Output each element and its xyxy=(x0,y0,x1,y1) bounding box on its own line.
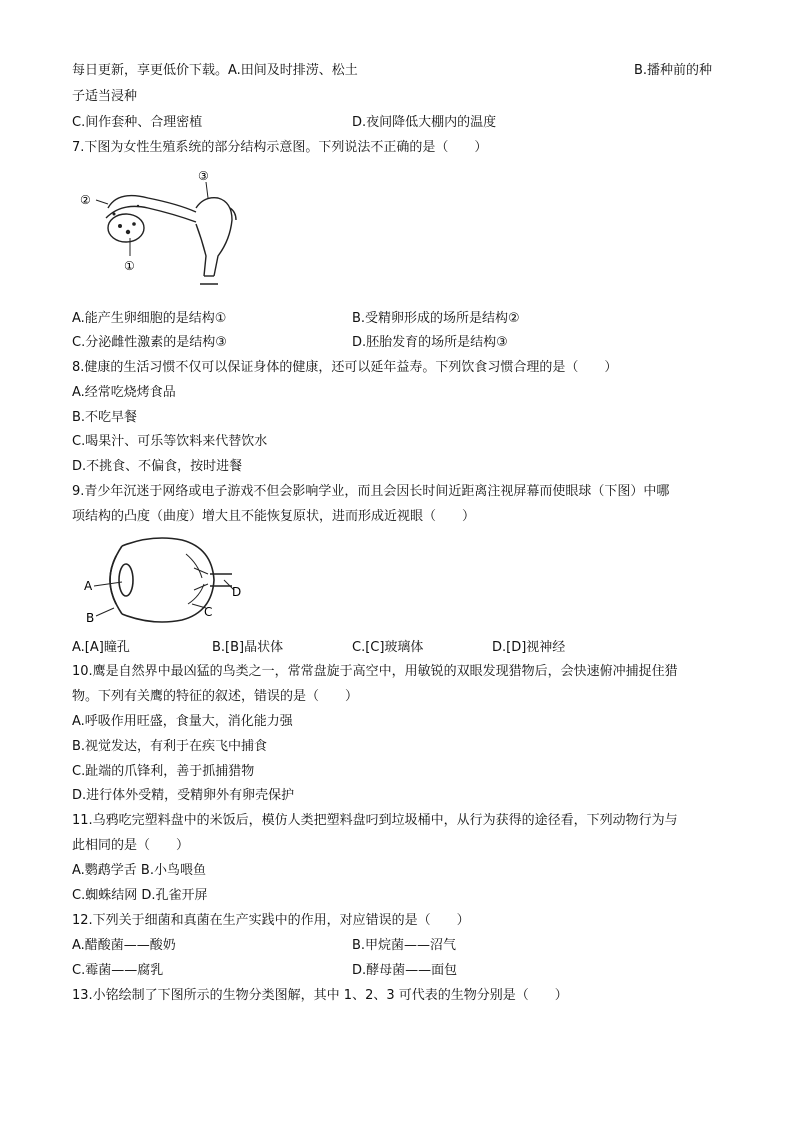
q7-stem: 7.下图为女性生殖系统的部分结构示意图。下列说法不正确的是（ ） xyxy=(72,140,488,155)
q9-label-b: B xyxy=(86,611,95,625)
q7-label-2: ② xyxy=(80,193,91,207)
intro-option-d: D.夜间降低大棚内的温度 xyxy=(352,115,497,130)
q7-label-3: ③ xyxy=(198,169,209,183)
q9-label-c: C xyxy=(204,605,213,619)
q9-option-c: C.[C]玻璃体 xyxy=(352,640,424,655)
q11-options-ab: A.鹦鹉学舌 B.小鸟喂鱼 xyxy=(72,863,206,878)
q9-stem-line2: 项结构的凸度（曲度）增大且不能恢复原状，进而形成近视眼（ ） xyxy=(72,509,476,524)
q10-option-c: C.趾端的爪锋利，善于抓捕猎物 xyxy=(72,764,255,779)
q7-option-c: C.分泌雌性激素的是结构③ xyxy=(72,335,227,350)
q8-option-b: B.不吃早餐 xyxy=(72,410,138,425)
q12-stem: 12.下列关于细菌和真菌在生产实践中的作用，对应错误的是（ ） xyxy=(72,913,470,928)
q7-option-a: A.能产生卵细胞的是结构① xyxy=(72,311,227,326)
intro-line1-left: 每日更新，享更低价下载。A.田间及时排涝、松土 xyxy=(72,63,358,78)
intro-option-c: C.间作套种、合理密植 xyxy=(72,115,203,130)
q11-options-cd: C.蜘蛛结网 D.孔雀开屏 xyxy=(72,888,208,903)
q7-option-b: B.受精卵形成的场所是结构② xyxy=(352,311,520,326)
q7-option-d: D.胚胎发育的场所是结构③ xyxy=(352,335,508,350)
q8-option-c: C.喝果汁、可乐等饮料来代替饮水 xyxy=(72,434,268,449)
q9-option-d: D.[D]视神经 xyxy=(492,640,566,655)
q9-label-d: D xyxy=(232,585,242,599)
q11-stem-line1: 11.乌鸦吃完塑料盘中的米饭后，模仿人类把塑料盘叼到垃圾桶中，从行为获得的途径看，下列动物行为与 xyxy=(72,813,678,828)
q10-option-d: D.进行体外受精，受精卵外有卵壳保护 xyxy=(72,788,295,803)
q11-stem-line2: 此相同的是（ ） xyxy=(72,838,190,853)
intro-line1-right: B.播种前的种 xyxy=(634,63,713,78)
q8-option-a: A.经常吃烧烤食品 xyxy=(72,385,176,400)
q10-stem-line1: 10.鹰是自然界中最凶猛的鸟类之一，常常盘旋于高空中，用敏锐的双眼发现猎物后，会快速俯冲捕捉住猎 xyxy=(72,664,678,679)
q9-option-b: B.[B]晶状体 xyxy=(212,640,284,655)
eyeball-figure xyxy=(82,534,252,626)
intro-line2: 子适当浸种 xyxy=(72,89,138,104)
q12-option-b: B.甲烷菌——沼气 xyxy=(352,938,457,953)
q8-option-d: D.不挑食、不偏食，按时进餐 xyxy=(72,459,243,474)
q10-option-a: A.呼吸作用旺盛，食量大，消化能力强 xyxy=(72,714,293,729)
q8-stem: 8.健康的生活习惯不仅可以保证身体的健康，还可以延年益寿。下列饮食习惯合理的是（ ） xyxy=(72,360,618,375)
q10-stem-line2: 物。下列有关鹰的特征的叙述，错误的是（ ） xyxy=(72,689,359,704)
female-reproductive-system-figure xyxy=(78,168,238,296)
q9-stem-line1: 9.青少年沉迷于网络或电子游戏不但会影响学业，而且会因长时间近距离注视屏幕而使眼球（下图）中哪 xyxy=(72,484,670,499)
q13-stem: 13.小铭绘制了下图所示的生物分类图解，其中 1、2、3 可代表的生物分别是（ ） xyxy=(72,988,568,1003)
q10-option-b: B.视觉发达，有利于在疾飞中捕食 xyxy=(72,739,268,754)
q9-label-a: A xyxy=(84,579,93,593)
q12-option-a: A.醋酸菌——酸奶 xyxy=(72,938,176,953)
q12-option-c: C.霉菌——腐乳 xyxy=(72,963,164,978)
q12-option-d: D.酵母菌——面包 xyxy=(352,963,458,978)
q9-option-a: A.[A]瞳孔 xyxy=(72,640,130,655)
q7-label-1: ① xyxy=(124,259,135,273)
